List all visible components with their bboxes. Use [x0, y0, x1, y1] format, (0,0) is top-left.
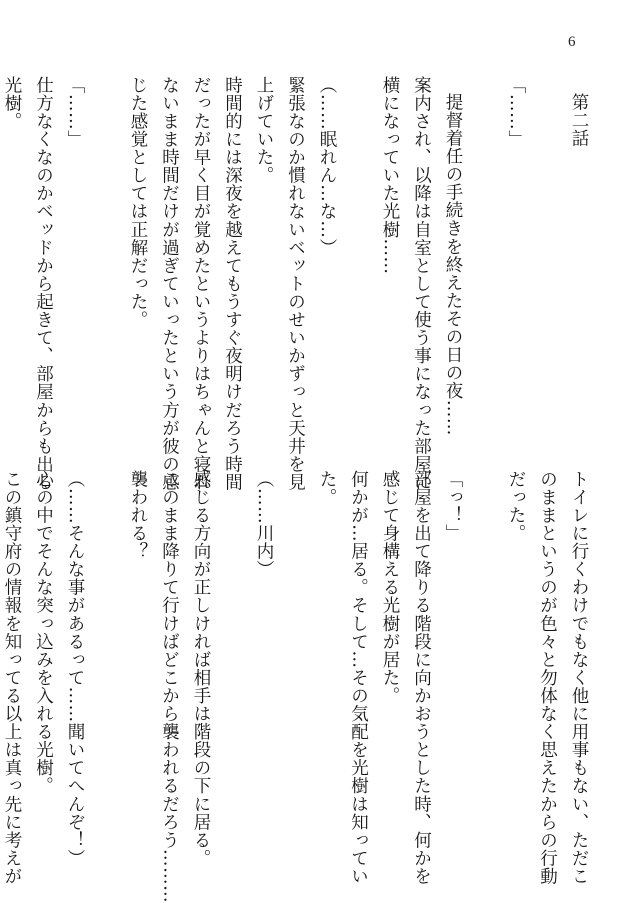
upper-text-block: [1, 76, 589, 492]
text-line-content: 何かが…居る。そして…その気配を光樹は知ってい: [348, 470, 369, 886]
text-line-content: だった。: [506, 470, 526, 543]
text-line-content: この鎮守府の情報を知ってる以上は真っ先に考えが: [2, 470, 22, 886]
text-line: [253, 470, 274, 850]
text-line: [222, 76, 243, 492]
text-line-content: 仕方なくなのかベッドから起きて、部屋からも出る: [33, 76, 54, 492]
text-line: [127, 470, 148, 850]
text-line-content: 心の中でそんな突っ込みを入れる光樹。: [33, 470, 54, 795]
text-line: [316, 76, 337, 456]
page-number: 6: [568, 34, 576, 50]
text-line-content: 第二話: [569, 93, 589, 148]
text-line: [505, 76, 526, 456]
text-line-content: 「……」: [65, 76, 85, 149]
text-line-content: 横になっていた光樹……: [380, 76, 400, 275]
text-line: [442, 470, 463, 850]
text-line-content: のままというのが色々と勿体なく思えたからの行動: [537, 470, 558, 886]
text-line: [505, 470, 526, 850]
text-line: [537, 470, 558, 886]
lower-text-block: [1, 470, 589, 903]
text-line: [33, 76, 54, 492]
text-line: [1, 470, 22, 886]
text-line-content: 感じて身構える光樹が居た。: [380, 470, 400, 705]
text-line: [159, 76, 180, 492]
text-line: [127, 76, 148, 456]
text-line: [379, 470, 400, 850]
text-line-content: 時間的には深夜を越えてもうすぐ夜明けだろう時間: [222, 76, 243, 492]
text-line: [253, 76, 274, 456]
text-line-content: （……眠れん…な…）: [317, 76, 337, 257]
text-line: [64, 470, 85, 868]
text-line: [568, 76, 589, 456]
text-line: [159, 470, 180, 903]
text-line-content: 上げていた。: [254, 76, 274, 185]
text-line: [348, 470, 369, 886]
text-line-content: ないまま時間だけが過ぎていったという方が彼の感: [159, 76, 180, 492]
text-line-content: 提督着任の手続きを終えたその日の夜……: [443, 93, 463, 436]
text-line: [411, 470, 432, 886]
text-line-content: 感じる方向が正しければ相手は階段の下に居る。: [191, 470, 211, 868]
text-line: [190, 76, 211, 492]
text-line: [442, 76, 463, 456]
text-line-content: 「っ！」: [443, 470, 463, 543]
text-line: [316, 470, 337, 850]
text-line: [33, 470, 54, 850]
text-line-content: トイレに行くわけでもなく他に用事もない、ただこ: [569, 470, 589, 886]
text-line-content: （……そんな事があるって……聞いてへんぞ！）: [65, 470, 85, 868]
text-line-content: このまま降りて行けばどこから襲われるだろう………: [159, 470, 180, 903]
text-line-content: 襲われる？: [128, 470, 148, 561]
text-line-content: 部屋を出て降りる階段に向かおうとした時、何かを: [411, 470, 432, 886]
text-line-content: 光樹。: [2, 76, 22, 131]
text-line-content: た。: [317, 470, 337, 507]
text-line: [411, 76, 432, 492]
text-line-content: 「……」: [506, 76, 526, 149]
text-line: [64, 76, 85, 456]
text-line-content: 案内され、以降は自室として使う事になった部屋に: [411, 76, 432, 492]
text-line: [285, 76, 306, 492]
text-line-content: 緊張なのか慣れないベットのせいかずっと天井を見: [285, 76, 306, 492]
text-line-content: だったが早く目が覚めたというよりはちゃんと寝れ: [191, 76, 211, 492]
text-line: [190, 470, 211, 868]
text-line-content: じた感覚としては正解だった。: [128, 76, 148, 329]
text-line: [1, 76, 22, 456]
text-line-content: （……川内）: [254, 470, 274, 579]
text-line: [379, 76, 400, 456]
text-line: [568, 470, 589, 886]
